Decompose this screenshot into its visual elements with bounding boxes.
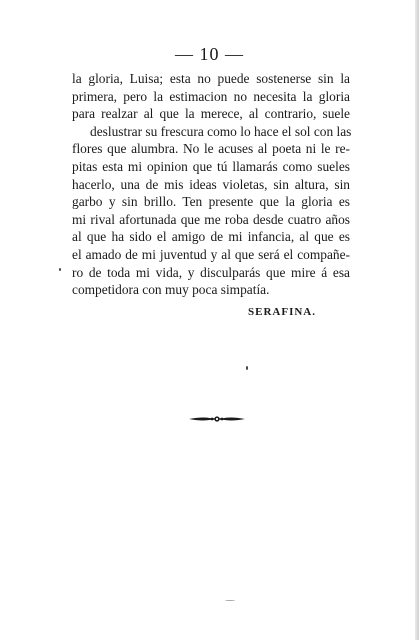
- text-line: competidora con muy poca simpatía.: [72, 282, 270, 298]
- ink-speck: [246, 366, 248, 370]
- page-edge: [415, 0, 419, 640]
- text-line: primera, pero la estimacion no necesita la gloria: [72, 88, 350, 104]
- text-line: la gloria, Luisa; esta no puede sostenerse sin la: [72, 71, 350, 86]
- text-line: garbo y sin brillo. Ten presente que la gloria es: [72, 194, 350, 210]
- text-line: hacerlo, una de mis ideas violetas, sin altura, sin: [72, 176, 350, 192]
- text-line: ro de toda mi vida, y disculparás que mire á esa: [72, 264, 350, 280]
- ink-speck: [59, 268, 61, 271]
- text-line: para realzar al que la merece, al contrario, suele: [72, 106, 350, 122]
- tailpiece-ornament-icon: [187, 413, 247, 425]
- text-line: pitas esta mi opinion que tú llamarás como sueles: [72, 158, 350, 174]
- body-paragraph: [72, 70, 350, 299]
- text-line: al que ha sido el amigo de mi infancia, al que es: [72, 229, 350, 245]
- page-number: — 10 —: [175, 44, 244, 64]
- text-line: mi rival afortunada que me roba desde cuatro años: [72, 211, 350, 227]
- text-line: flores que alumbra. No le acuses al poeta ni le re-: [72, 141, 350, 157]
- text-line: el amado de mi juventud y al que será el compañe-: [72, 246, 350, 262]
- signature: SERAFINA.: [248, 306, 316, 318]
- ink-speck: [225, 600, 235, 601]
- text-line: deslustrar su frescura como lo hace el sol con las: [90, 123, 352, 139]
